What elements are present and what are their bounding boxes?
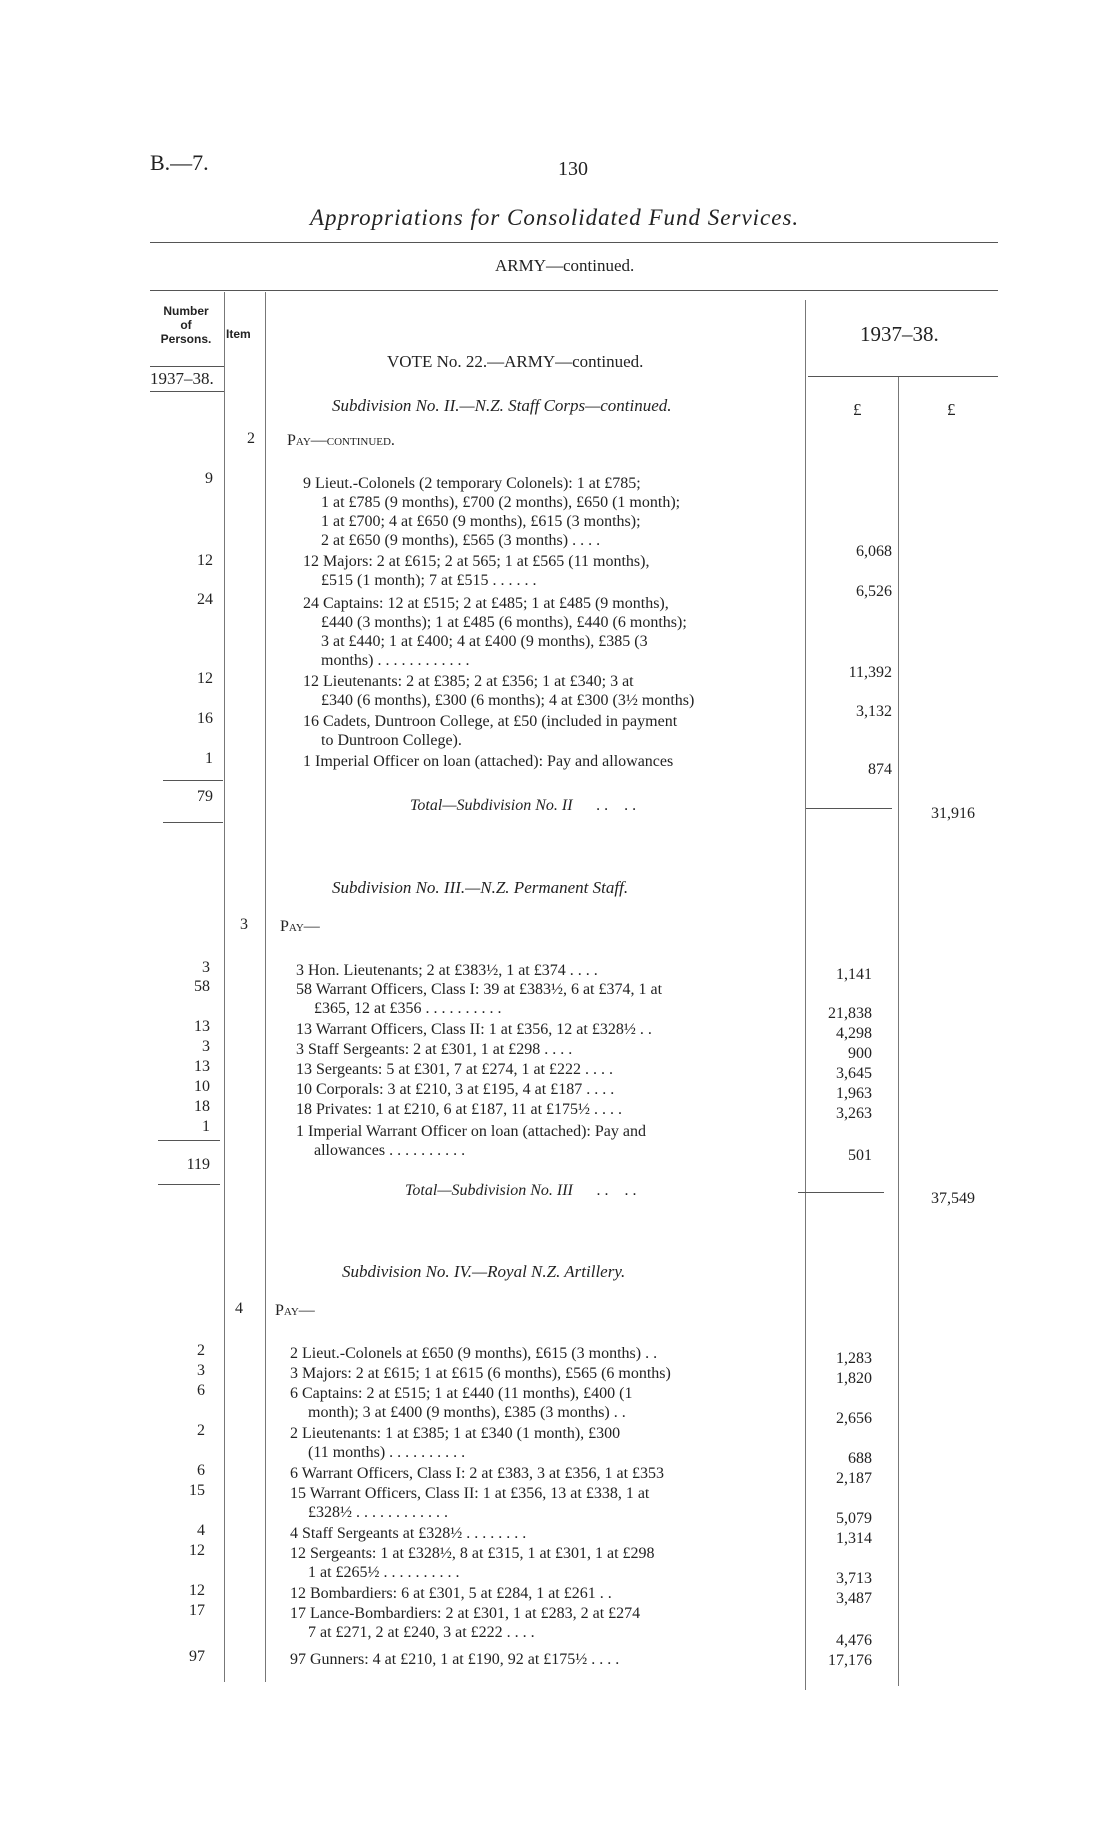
vote-title: VOTE No. 22.—ARMY—continued. (387, 352, 644, 371)
sub2-amount: 3,132 (856, 703, 892, 720)
sub3-entry: 3 Staff Sergeants: 2 at £301, 1 at £298 . . . . (296, 1041, 573, 1058)
sub2-persons: 9 (205, 470, 213, 487)
sub2-entry: 9 Lieut.-Colonels (2 temporary Colonels): 1 at £785; 1 at £785 (9 months), £700 (2 months), £650 (1 month); 1 at £700; 4 at £650 (9 months), £615 (3 months); 2 at £650 (9 months), £565 (3 months) . . . . (303, 475, 681, 549)
sub3-amount: 3,263 (836, 1105, 872, 1122)
sub4-amount: 5,079 (836, 1510, 872, 1527)
page-title: Appropriations for Consolidated Fund Services. (310, 205, 800, 230)
sub4-entry: 97 Gunners: 4 at £210, 1 at £190, 92 at £175½ . . . . (290, 1651, 620, 1668)
page-ref: B.—7. (150, 150, 209, 175)
sub3-entry: 3 Hon. Lieutenants; 2 at £383½, 1 at £374 . . . . (296, 962, 598, 979)
section-title: ARMY—continued. (495, 256, 635, 275)
sub4-entry: 15 Warrant Officers, Class II: 1 at £356, 13 at £338, 1 at £328½ . . . . . . . . . . . . (290, 1485, 650, 1521)
sub4-item: 4 (235, 1300, 243, 1317)
sub4-entry: 4 Staff Sergeants at £328½ . . . . . . . . (290, 1525, 527, 1542)
sub2-amount: 874 (868, 761, 892, 778)
pound-sign-b: £ (947, 400, 956, 419)
sub4-persons: 12 (189, 1582, 205, 1599)
persons-year: 1937–38. (150, 369, 214, 388)
sub4-persons: 2 (197, 1342, 205, 1359)
pound-sign-a: £ (853, 400, 862, 419)
sub3-persons: 13 (194, 1058, 210, 1075)
sub4-persons: 2 (197, 1422, 205, 1439)
sub2-persons: 1 (205, 750, 213, 767)
sub2-amount: 11,392 (848, 664, 892, 681)
sub4-entry: 6 Warrant Officers, Class I: 2 at £383, 3 at £356, 1 at £353 (290, 1465, 665, 1482)
sub2-entry: 12 Lieutenants: 2 at £385; 2 at £356; 1 at £340; 3 at £340 (6 months), £300 (6 months); 4 at £300 (3½ months) (303, 673, 695, 709)
sub2-total-amount: 31,916 (931, 805, 975, 822)
sub3-persons: 3 (202, 1038, 210, 1055)
sub3-amount: 1,141 (836, 966, 872, 983)
sub3-amount: 900 (848, 1045, 872, 1062)
sub3-entry: 10 Corporals: 3 at £210, 3 at £195, 4 at £187 . . . . (296, 1081, 615, 1098)
sub4-amount: 17,176 (828, 1652, 872, 1669)
col-divider-total (898, 376, 899, 1686)
sub2-item: 2 (247, 430, 255, 447)
persons-header-rule (150, 366, 224, 367)
sub3-item: 3 (240, 916, 248, 933)
sub3-total-label: Total—Subdivision No. III . . . . (405, 1182, 637, 1199)
sub4-persons: 6 (197, 1462, 205, 1479)
sub2-total-label: Total—Subdivision No. II . . . . (410, 797, 637, 814)
sub4-title: Subdivision No. IV.—Royal N.Z. Artillery. (342, 1262, 626, 1281)
sub4-entry: 12 Bombardiers: 6 at £301, 5 at £284, 1 at £261 . . (290, 1585, 612, 1602)
sub3-pay-label: Pay— (280, 918, 320, 935)
sub2-amount: 6,068 (856, 543, 892, 560)
persons-year-rule (150, 391, 224, 392)
section-rule (150, 290, 998, 291)
title-rule (150, 242, 998, 243)
sub3-amount: 1,963 (836, 1085, 872, 1102)
col-divider-item (265, 292, 266, 1682)
sub4-amount: 4,476 (836, 1632, 872, 1649)
sub2-persons: 12 (197, 552, 213, 569)
sub3-amount: 4,298 (836, 1025, 872, 1042)
sub3-amount: 21,838 (828, 1005, 872, 1022)
sub4-entry: 3 Majors: 2 at £615; 1 at £615 (6 months), £565 (6 months) (290, 1365, 671, 1382)
sub2-total-persons: 79 (197, 788, 213, 805)
sub4-entry: 12 Sergeants: 1 at £328½, 8 at £315, 1 at £301, 1 at £298 1 at £265½ . . . . . . . . . . (290, 1545, 655, 1581)
persons-header: Number of Persons. (160, 304, 212, 346)
sub3-persons-rule-bottom (158, 1184, 220, 1185)
sub2-persons: 24 (197, 591, 213, 608)
sub4-persons: 15 (189, 1482, 205, 1499)
sub3-title: Subdivision No. III.—N.Z. Permanent Staff. (332, 878, 629, 897)
sub2-pay-label: Pay—continued. (287, 432, 395, 449)
sub3-amount-rule (798, 1192, 884, 1193)
sub3-persons: 10 (194, 1078, 210, 1095)
sub4-entry: 6 Captains: 2 at £515; 1 at £440 (11 months), £400 (1 month); 3 at £400 (9 months), £385 (3 months) . . (290, 1385, 633, 1421)
sub3-persons: 13 (194, 1018, 210, 1035)
sub2-title: Subdivision No. II.—N.Z. Staff Corps—continued. (332, 396, 672, 415)
sub3-entry: 1 Imperial Warrant Officer on loan (attached): Pay and allowances . . . . . . . . . . (296, 1123, 646, 1159)
sub4-amount: 1,283 (836, 1350, 872, 1367)
item-header: Item (226, 327, 251, 341)
amount-header-rule (808, 376, 998, 377)
sub4-pay-label: Pay— (275, 1302, 315, 1319)
sub3-persons: 58 (194, 978, 210, 995)
sub4-persons: 97 (189, 1648, 205, 1665)
sub4-amount: 1,314 (836, 1530, 872, 1547)
sub4-persons: 6 (197, 1382, 205, 1399)
sub2-entry: 12 Majors: 2 at £615; 2 at 565; 1 at £565 (11 months), £515 (1 month); 7 at £515 . . . . . . (303, 553, 650, 589)
sub2-entry: 24 Captains: 12 at £515; 2 at £485; 1 at £485 (9 months), £440 (3 months); 1 at £485 (6 months), £440 (6 months); 3 at £440; 1 at £400; 4 at £400 (9 months), £385 (3 months) . . . . . . . . . . . . (303, 595, 687, 669)
sub3-total-amount: 37,549 (931, 1190, 975, 1207)
sub3-total-persons: 119 (186, 1156, 210, 1173)
sub3-persons-rule (158, 1140, 220, 1141)
sub4-persons: 3 (197, 1362, 205, 1379)
sub3-entry: 13 Warrant Officers, Class II: 1 at £356, 12 at £328½ . . (296, 1021, 652, 1038)
sub2-persons-rule-bottom (163, 822, 223, 823)
sub4-entry: 2 Lieut.-Colonels at £650 (9 months), £615 (3 months) . . (290, 1345, 658, 1362)
sub3-entry: 18 Privates: 1 at £210, 6 at £187, 11 at £175½ . . . . (296, 1101, 623, 1118)
sub4-persons: 12 (189, 1542, 205, 1559)
sub4-amount: 1,820 (836, 1370, 872, 1387)
sub3-persons: 18 (194, 1098, 210, 1115)
page-number: 130 (558, 158, 588, 180)
sub2-amount: 6,526 (856, 583, 892, 600)
sub3-amount: 3,645 (836, 1065, 872, 1082)
sub2-entry: 1 Imperial Officer on loan (attached): Pay and allowances (303, 753, 674, 770)
sub4-amount: 3,487 (836, 1590, 872, 1607)
sub2-persons: 16 (197, 710, 213, 727)
sub3-persons: 3 (202, 959, 210, 976)
sub2-persons: 12 (197, 670, 213, 687)
sub3-persons: 1 (202, 1118, 210, 1135)
sub4-persons: 17 (189, 1602, 205, 1619)
col-divider-persons (224, 292, 225, 1682)
sub4-amount: 688 (848, 1450, 872, 1467)
sub4-amount: 2,656 (836, 1410, 872, 1427)
sub4-amount: 3,713 (836, 1570, 872, 1587)
sub2-amount-rule (806, 808, 892, 809)
sub3-amount: 501 (848, 1147, 872, 1164)
sub4-entry: 17 Lance-Bombardiers: 2 at £301, 1 at £283, 2 at £274 7 at £271, 2 at £240, 3 at £222 . . . . (290, 1605, 641, 1641)
amount-year-header: 1937–38. (860, 322, 939, 346)
sub2-persons-rule (163, 780, 223, 781)
sub3-entry: 58 Warrant Officers, Class I: 39 at £383½, 6 at £374, 1 at £365, 12 at £356 . . . . . . . . . . (296, 981, 663, 1017)
sub4-entry: 2 Lieutenants: 1 at £385; 1 at £340 (1 month), £300 (11 months) . . . . . . . . . . (290, 1425, 621, 1461)
sub3-entry: 13 Sergeants: 5 at £301, 7 at £274, 1 at £222 . . . . (296, 1061, 613, 1078)
sub4-persons: 4 (197, 1522, 205, 1539)
sub2-entry: 16 Cadets, Duntroon College, at £50 (included in payment to Duntroon College). (303, 713, 678, 749)
sub4-amount: 2,187 (836, 1470, 872, 1487)
